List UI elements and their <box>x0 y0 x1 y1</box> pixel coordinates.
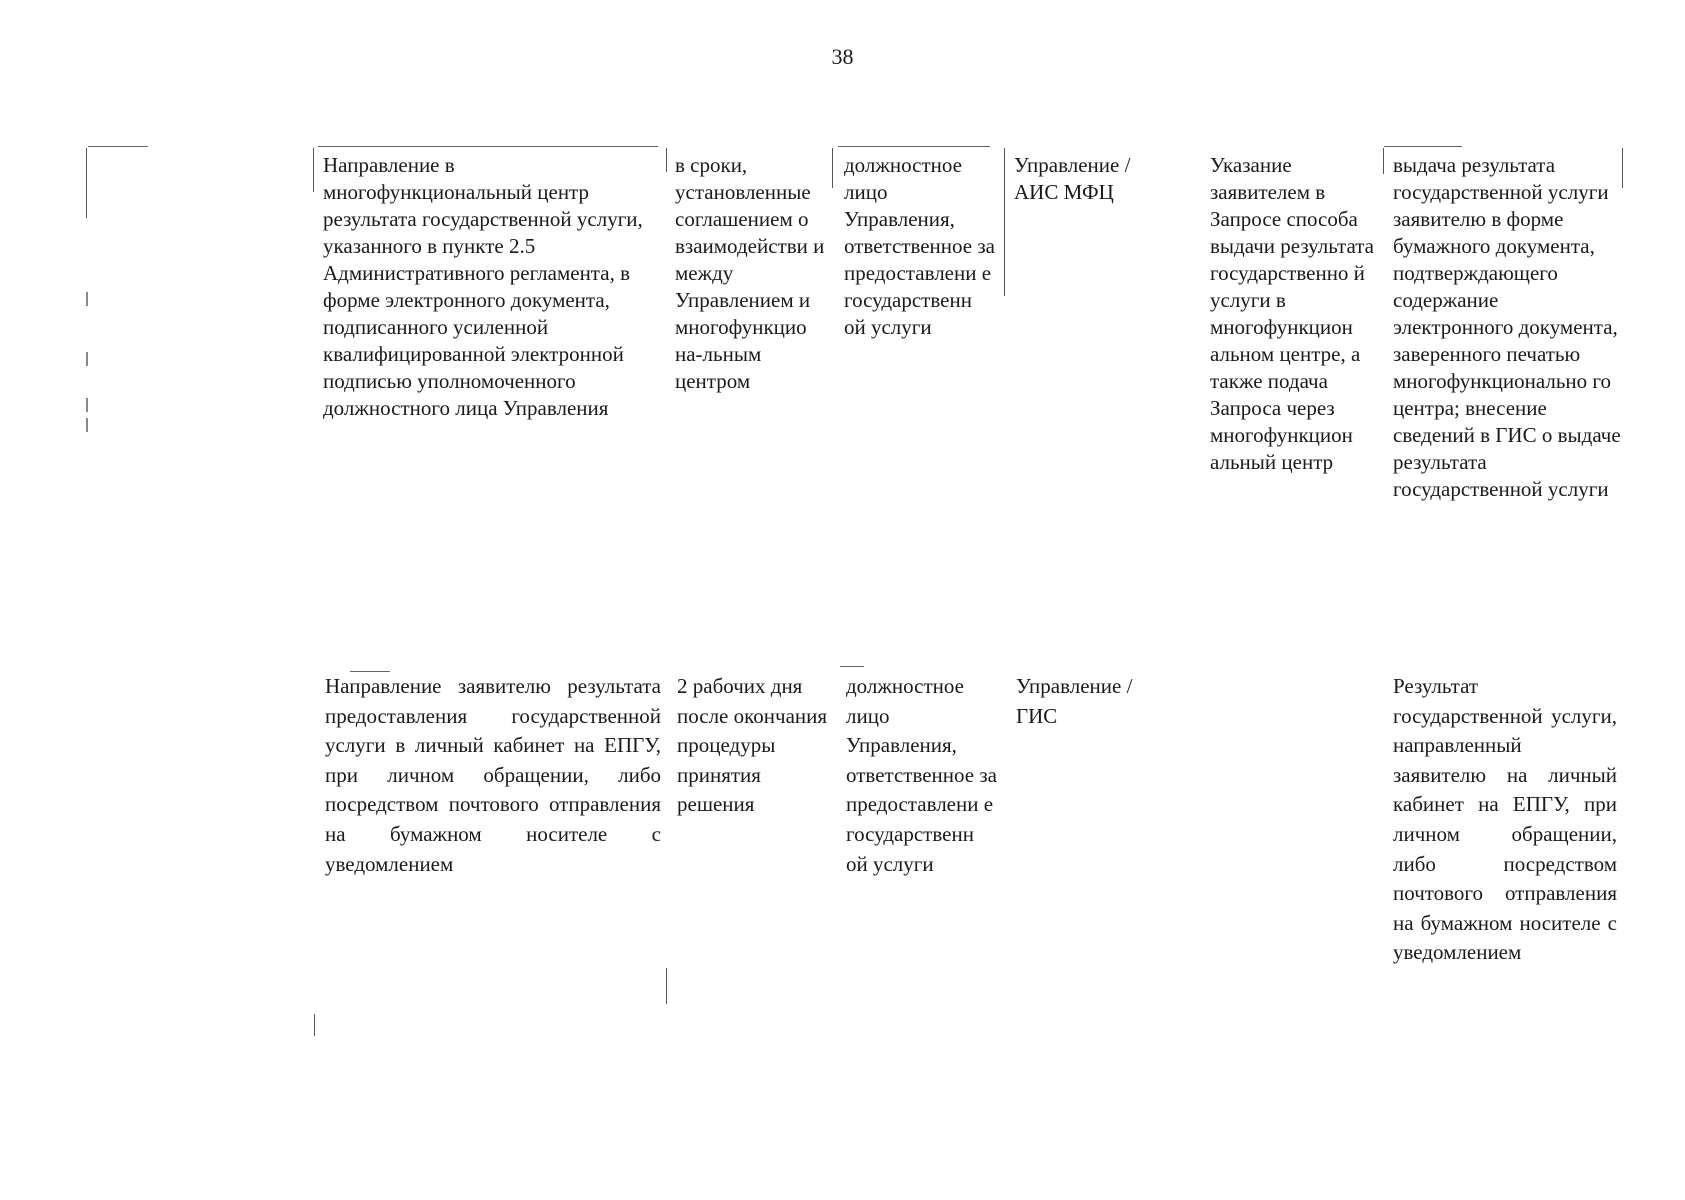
row1-result-cell: выдача результата государственной услуги заявителю в форме бумажного документа, подтверждающего содержание электронного документа, заверенного печатью многофункционально го центра; внесение сведений в ГИС о выдаче результата государственной услуги <box>1393 153 1621 501</box>
scan-line <box>1004 148 1005 296</box>
scan-line <box>840 666 864 667</box>
scan-line <box>666 148 667 172</box>
page-number: 38 <box>831 44 854 69</box>
row1-term-cell: в сроки, установленные соглашением о взаимодействи и между Управлением и многофункцио на-льным центром <box>675 153 825 393</box>
scan-line <box>666 968 667 1004</box>
scan-speck <box>86 398 88 412</box>
row2-result-cell: Результат государственной услуги, направленный заявителю на личный кабинет на ЕПГУ, при личном обращении, либо посредством почтового отправления на бумажном носителе с уведомлением <box>1393 674 1617 965</box>
row1-action-cell: Направление в многофункциональный центр результата государственной услуги, указанного в пункте 2.5 Административного регламента, в форме электронного документа, подписанного усиленной квалифицированной электронной подписью уполномоченного должностного лица Управления <box>323 153 643 420</box>
scan-line <box>1384 146 1462 147</box>
row1-responsible-cell: должностное лицо Управления, ответственное за предоставлени е государственн ой услуги <box>844 153 995 339</box>
row2-action-cell: Направление заявителю результата предоставления государственной услуги в личный кабинет на ЕПГУ, при личном обращении, либо посредством почтового отправления на бумажном носителе с уведомлением <box>325 674 661 876</box>
scan-line <box>313 148 314 192</box>
scan-line <box>86 148 87 218</box>
row2-place-cell: Управление / ГИС <box>1016 674 1133 728</box>
scan-line <box>838 146 990 147</box>
row2-responsible-cell: должностное лицо Управления, ответственное за предоставлени е государственн ой услуги <box>846 674 997 876</box>
scan-speck <box>86 292 88 306</box>
scan-line <box>318 146 658 147</box>
scan-line <box>88 146 148 147</box>
scan-line <box>314 1014 315 1036</box>
row2-term-cell: 2 рабочих дня после окончания процедуры принятия решения <box>677 674 828 817</box>
scan-line <box>1383 148 1384 174</box>
scan-speck <box>86 352 88 366</box>
row1-place-cell: Управление / АИС МФЦ <box>1014 153 1131 204</box>
scan-speck <box>86 418 88 432</box>
scan-line <box>1622 148 1623 188</box>
row1-criteria-cell: Указание заявителем в Запросе способа выдачи результата государственно й услуги в многофункцион альном центре, а также подача Запроса через многофункцион альный центр <box>1210 153 1374 474</box>
